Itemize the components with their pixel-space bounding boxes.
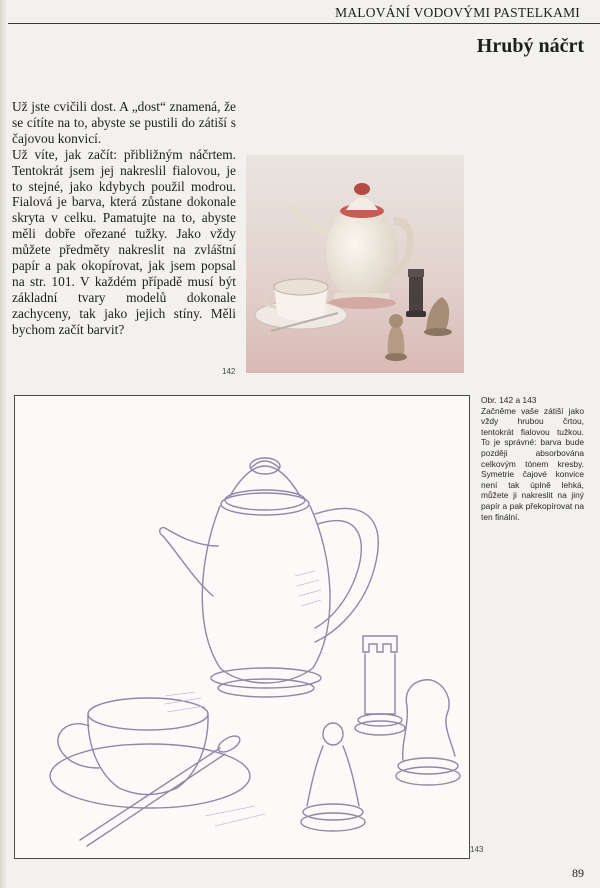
sketch-teapot (160, 458, 379, 697)
caption-title: Obr. 142 a 143 (481, 395, 537, 405)
page-title: Hrubý náčrt (476, 35, 584, 57)
caption-text: Začněme vaše zátiší jako vždy hrubou črtou, tentokrát fialovou tužkou. To je správné: barva bude později absorbována celkovým tónem kresby. Symetrie čajové konvice není tak úplně lehká, můžete ji nakreslit na jiný papír a pak překopírovat na ten finální. (481, 405, 584, 522)
page-number: 89 (572, 866, 584, 880)
still-life-photo (246, 155, 464, 373)
sketch-bishop (301, 723, 365, 831)
sketch-knight (396, 680, 460, 785)
teapot-sketch (14, 395, 470, 859)
sketch-cup (50, 698, 250, 846)
figure-number: 142 (222, 367, 236, 376)
figure-number: 143 (470, 845, 484, 854)
figure-caption (481, 395, 584, 522)
sketch-rook (355, 636, 405, 735)
page-gutter (0, 0, 6, 888)
body-paragraph: Už jste cvičili dost. A „dost“ znamená, že se cítíte na to, abyste se pustili do zátiší s čajovou konvicí. (12, 99, 236, 146)
body-paragraph: Už víte, jak začít: přibližným náčrtem. Tentokrát jsem jej nakreslil fialovou, je to stejné, jako kdybych použil modrou. Fialová je barva, která zůstane dokonale skryta v celku. Pamatujte na to, abyste měli dobře ořezané tužky. Jako vždy můžete předměty nakreslit na zvláštní papír a pak okopírovat, jak jsem popsal na str. 101. V každém případě musí být základní tvary modelů dokonale zachyceny, tak jako jejich stíny. Měli bychom začít barvit? (12, 146, 236, 337)
header-rule (8, 23, 600, 24)
body-text (12, 99, 236, 338)
running-header: MALOVÁNÍ VODOVÝMI PASTELKAMI (335, 5, 580, 20)
